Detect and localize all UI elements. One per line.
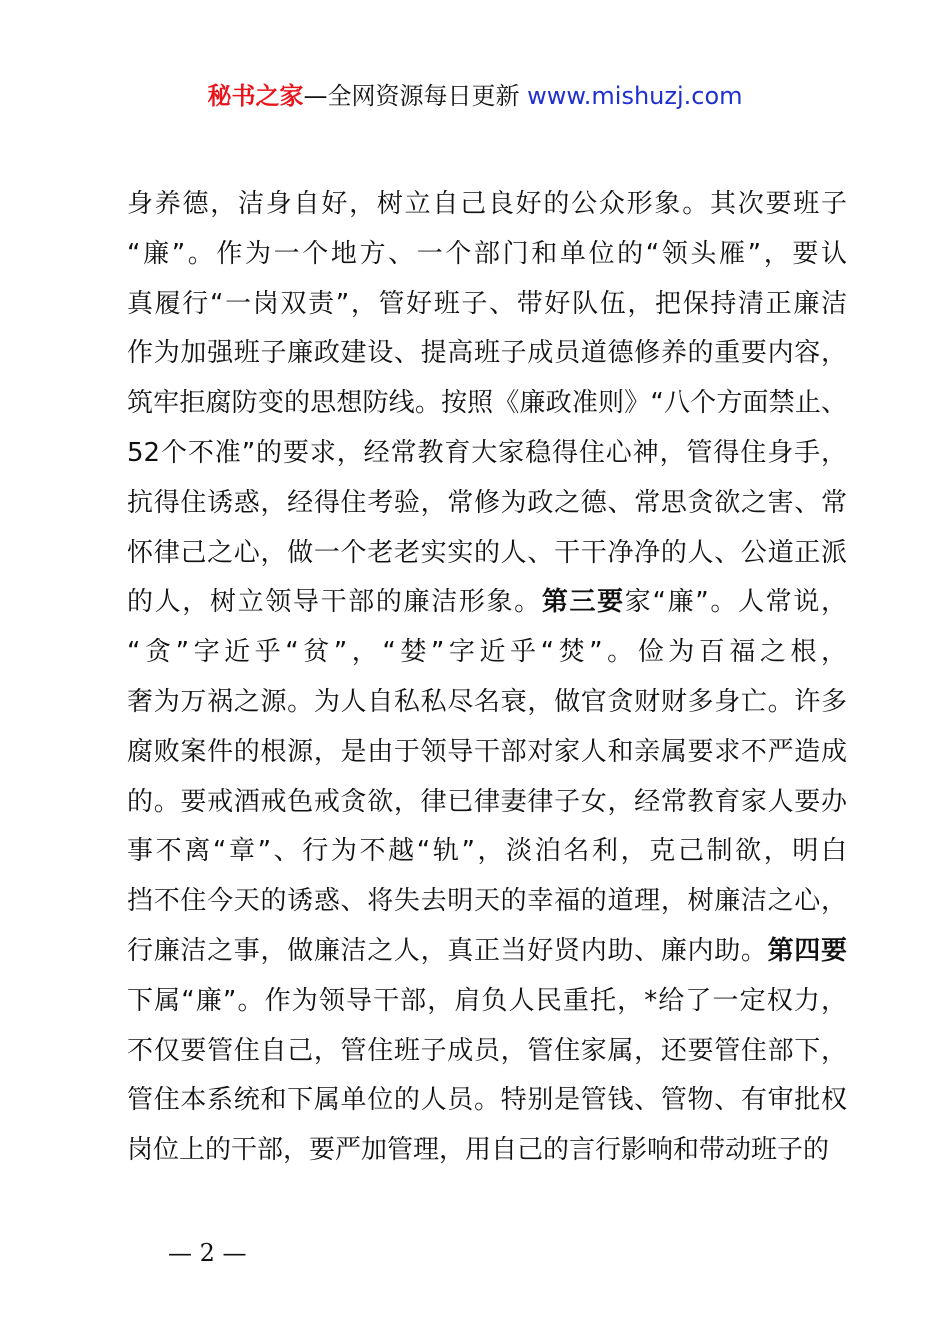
text-segment: 下属“廉”。作为领导干部，肩负人民重托，*给了一定权力， — [127, 985, 847, 1016]
text-segment: 怀律己之心，做一个老老实实的人、干干净净的人、公道正派 — [127, 537, 847, 568]
text-segment: 家“廉”。人常说， — [624, 587, 847, 618]
text-line — [127, 280, 847, 330]
site-header — [0, 80, 950, 112]
text-line — [127, 1076, 847, 1126]
text-segment: 抗得住诱惑，经得住考验，常修为政之德、常思贪欲之害、常 — [127, 487, 847, 518]
bold-heading-segment: 第四要 — [767, 935, 847, 966]
text-segment: 腐败案件的根源，是由于领导干部对家人和亲属要求不严造成 — [127, 736, 847, 767]
text-segment: 身养德，洁身自好，树立自己良好的公众形象。其次要班子 — [127, 189, 847, 219]
site-url-link[interactable]: www.mishuzj.com — [527, 82, 743, 110]
text-segment: 52个不准”的要求，经常教育大家稳得住心神，管得住身手， — [127, 437, 847, 468]
text-line — [127, 429, 847, 479]
text-line — [127, 479, 847, 529]
text-segment: 管住本系统和下属单位的人员。特别是管钱、管物、有审批权 — [127, 1085, 847, 1116]
site-tagline: —全网资源每日更新 — [303, 82, 528, 110]
text-line — [127, 180, 847, 230]
page-number: — 2 — — [168, 1239, 247, 1267]
text-segment: 事不离“章”、行为不越“轨”，淡泊名利，克己制欲，明白 — [127, 836, 847, 867]
text-line — [127, 827, 847, 877]
text-segment: 岗位上的干部，要严加管理，用自己的言行影响和带动班子的 — [127, 1135, 830, 1166]
text-segment: 不仅要管住自己，管住班子成员，管住家属，还要管住部下， — [127, 1035, 847, 1066]
text-line — [127, 778, 847, 828]
text-segment: 的人，树立领导干部的廉洁形象。 — [127, 587, 542, 618]
text-segment: 奢为万祸之源。为人自私私尽名衰，做官贪财财多身亡。许多 — [127, 686, 847, 717]
text-segment: 行廉洁之事，做廉洁之人，真正当好贤内助、廉内助。 — [127, 935, 768, 966]
text-line — [127, 529, 847, 579]
text-line — [127, 1027, 847, 1077]
text-line — [127, 379, 847, 429]
text-line — [127, 578, 847, 628]
document-body — [127, 180, 847, 1176]
text-line — [127, 728, 847, 778]
text-line — [127, 977, 847, 1027]
text-segment: 作为加强班子廉政建设、提高班子成员道德修养的重要内容， — [127, 338, 847, 369]
text-line — [127, 927, 847, 977]
text-segment: “贪”字近乎“贫”，“婪”字近乎“焚”。俭为百福之根， — [127, 637, 847, 668]
text-line — [127, 628, 847, 678]
site-brand: 秘书之家 — [207, 82, 304, 110]
text-segment: “廉”。作为一个地方、一个部门和单位的“领头雁”，要认 — [127, 238, 847, 269]
text-line — [127, 678, 847, 728]
bold-heading-segment: 第三要 — [541, 587, 625, 618]
text-segment: 挡不住今天的诱惑、将失去明天的幸福的道理，树廉洁之心， — [127, 886, 847, 917]
text-segment: 真履行“一岗双责”，管好班子、带好队伍，把保持清正廉洁 — [127, 288, 847, 319]
text-line — [127, 1126, 847, 1176]
text-line — [127, 877, 847, 927]
text-line — [127, 230, 847, 280]
text-segment: 的。要戒酒戒色戒贪欲，律已律妻律子女，经常教育家人要办 — [127, 786, 847, 817]
text-segment: 筑牢拒腐防变的思想防线。按照《廉政准则》“八个方面禁止、 — [127, 388, 847, 419]
text-line — [127, 329, 847, 379]
